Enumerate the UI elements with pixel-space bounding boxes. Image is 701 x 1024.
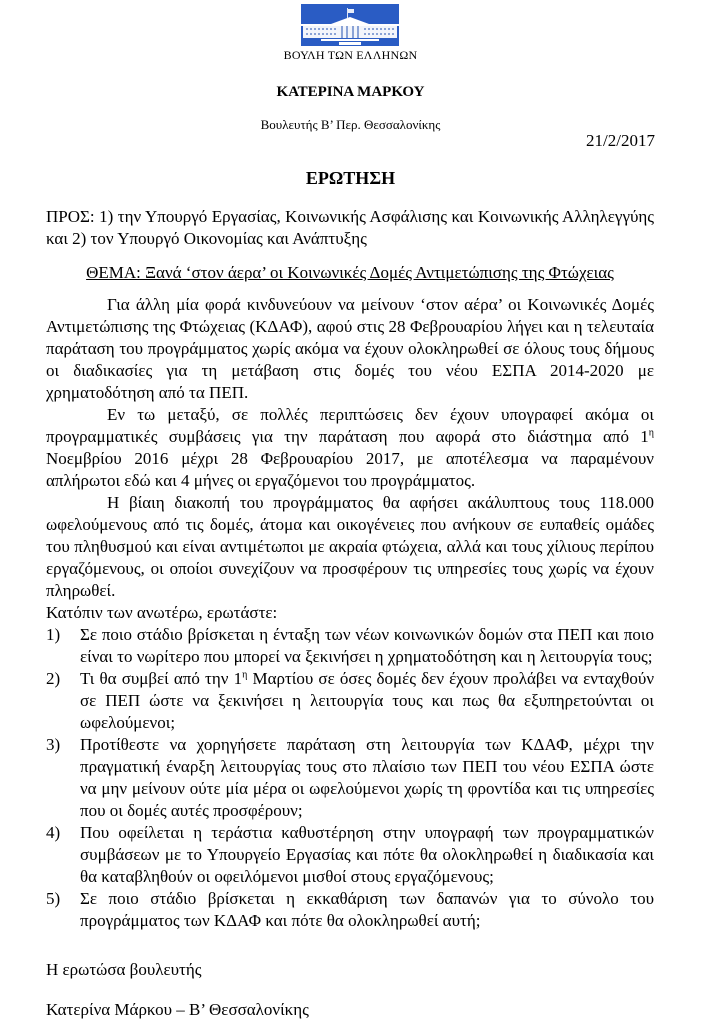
question-text: Που οφείλεται η τεράστια καθυστέρηση στην υπογραφή των προγραμματικών συμβάσεων με το Υπουργείο Εργασίας και πότε θα ολοκληρωθεί η διαδικασία και θα καταβληθούν οι οφειλόμενοι μισθοί στους εργαζόμενους; — [80, 823, 654, 886]
ordinal-superscript: η — [242, 669, 248, 681]
question-text: Σε ποιο στάδιο βρίσκεται η εκκαθάριση των δαπανών για το σύνολο του προγράμματος των ΚΔΑΦ και πότε θα ολοκληρωθεί αυτή; — [80, 889, 654, 930]
question-number: 3) — [46, 735, 61, 754]
question-item — [46, 734, 654, 822]
question-number: 1) — [46, 625, 61, 644]
paragraph: Η βίαιη διακοπή του προγράμματος θα αφήσει ακάλυπτους τους 118.000 ωφελούμενους από τις δομές, άτομα και οικογένειες που ανήκουν σε ευπαθείς ομάδες του πληθυσμού και είναι αντιμέτωποι με ακραία φτώχεια, αλλά και τους χίλιους περίπου εργαζόμενους, οι οποίοι συνεχίζουν να προσφέρουν τις υπηρεσίες τους χωρίς να έχουν πληρωθεί. — [46, 493, 654, 600]
document-title: ΕΡΩΤΗΣΗ — [305, 168, 396, 188]
subject-text: ΘΕΜΑ: Ξανά ‘στον άερα’ οι Κοινωνικές Δομές Αντιμετώπισης της Φτώχειας — [86, 263, 614, 282]
subject-line — [46, 262, 654, 284]
question-number: 5) — [46, 889, 61, 908]
question-item — [46, 668, 654, 734]
recipients: ΠΡΟΣ: 1) την Υπουργό Εργασίας, Κοινωνικής Ασφάλισης και Κοινωνικής Αλληλεγγύης και 2) τον Υπουργό Οικονομίας και Ανάπτυξης — [46, 207, 654, 248]
parliament-building-icon — [301, 4, 399, 46]
question-item — [46, 822, 654, 888]
paragraph-text: Εν τω μεταξύ, σε πολλές περιπτώσεις δεν έχουν υπογραφεί ακόμα οι προγραμματικές συμβάσεις για την παράταση που αφορά στο διάστημα από 1 — [46, 405, 654, 446]
paragraph — [46, 404, 654, 492]
document-date: 21/2/2017 — [586, 131, 655, 150]
paragraph-text: Νοεμβρίου 2016 μέχρι 28 Φεβρουαρίου 2017, με αποτέλεσμα να παραμένουν απλήρωτοι εδώ και 4 μήνες οι εργαζόμενοι του προγράμματος. — [46, 449, 654, 490]
paragraph: Για άλλη μία φορά κινδυνεύουν να μείνουν ‘στον αέρα’ οι Κοινωνικές Δομές Αντιμετώπισης της Φτώχειας (ΚΔΑΦ), αφού στις 28 Φεβρουαρίου λήγει και η τελευταία παράταση του προγράμματος χωρίς ακόμα να έχουν ολοκληρωθεί σε όλους τους δήμους οι διαδικασίες για τη μετάβαση στις δομές του νέου ΕΣΠΑ 2014-2020 με χρηματοδότηση από τα ΠΕΠ. — [46, 295, 654, 402]
question-number: 2) — [46, 669, 61, 688]
signature: Κατερίνα Μάρκου – Β’ Θεσσαλονίκης — [46, 1000, 309, 1019]
author-role: Βουλευτής Β’ Περ. Θεσσαλονίκης — [260, 117, 441, 132]
question-item — [46, 888, 654, 932]
question-number: 4) — [46, 823, 61, 842]
question-text: Προτίθεστε να χορηγήσετε παράταση στη λειτουργία των ΚΔΑΦ, μέχρι την πραγματική έναρξη λειτουργίας τους στο πλαίσιο των ΠΕΠ του νέου ΕΣΠΑ ώστε να μην μείνουν ούτε μία μέρα οι ωφελούμενοι χωρίς τη φροντίδα και τις υπηρεσίες που οι δομές αυτές προσφέρουν; — [80, 735, 654, 820]
questions-list — [46, 624, 654, 932]
closing-line: Η ερωτώσα βουλευτής — [46, 960, 202, 979]
question-text: Σε ποιο στάδιο βρίσκεται η ένταξη των νέων κοινωνικών δομών στα ΠΕΠ και ποιο είναι το νωρίτερο που μπορεί να ξεκινήσει η χρηματοδότηση και η λειτουργία τους; — [80, 625, 654, 666]
question-text: Μαρτίου σε όσες δομές δεν έχουν προλάβει να ενταχθούν σε ΠΕΠ ώστε να ξεκινήσει η λειτουργία τους και πως θα εξυπηρετούνται οι ωφελούμενοι; — [80, 669, 655, 732]
organization-name: ΒΟΥΛΗ ΤΩΝ ΕΛΛΗΝΩΝ — [283, 48, 418, 62]
question-text: Τι θα συμβεί από την 1 — [80, 669, 243, 688]
questions-intro: Κατόπιν των ανωτέρω, ερωτάστε: — [46, 603, 278, 622]
question-item — [46, 624, 654, 668]
ordinal-superscript: η — [648, 427, 654, 439]
author-name: ΚΑΤΕΡΙΝΑ ΜΑΡΚΟΥ — [276, 84, 425, 100]
